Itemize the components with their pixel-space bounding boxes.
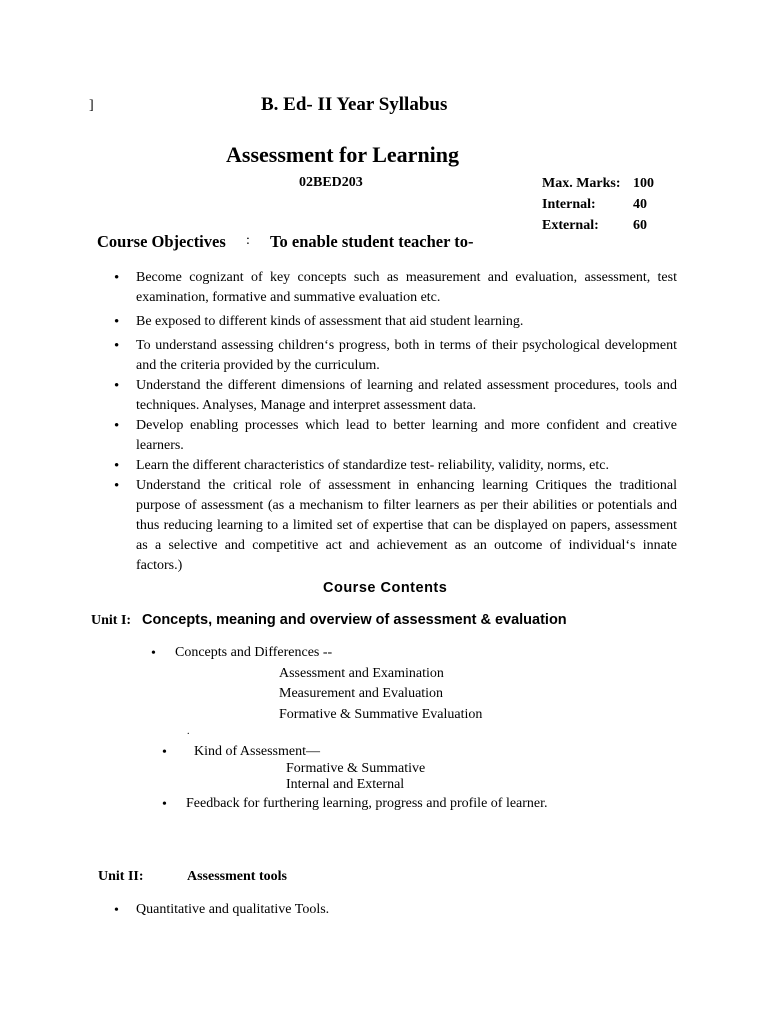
unit2-bullet-tools: Quantitative and qualitative Tools.	[136, 902, 330, 917]
unit2-label: Unit II:	[98, 869, 144, 884]
stray-bracket: ]	[89, 98, 94, 113]
unit1-title: Concepts, meaning and overview of assessment & evaluation	[142, 612, 567, 628]
internal-marks-value: 40	[633, 197, 647, 212]
list-item: • Become cognizant of key concepts such as measurement and evaluation, assessment, test examination, formative and summative evaluation etc.	[111, 268, 677, 308]
unit1-bullet-kinds: Kind of Assessment—	[194, 744, 320, 759]
unit1-bullet-concepts: Concepts and Differences --	[175, 645, 333, 660]
marks-block	[542, 173, 654, 236]
max-marks-row	[542, 173, 654, 194]
list-item: • Understand the different dimensions of learning and related assessment procedures, tools and techniques. Analyses, Manage and interpret assessment data.	[111, 376, 677, 416]
max-marks-value: 100	[633, 176, 654, 191]
list-item: • Understand the critical role of assessment in enhancing learning Critiques the traditional purpose of assessment (as a mechanism to filter learners as per their abilities or potentials and thus reducing learning to a limited set of expertise that can be displayed on papers, assessment as a selective and competitive act and achievement as an outcome of individual‘s innate factors.)	[111, 476, 677, 576]
bullet-glyph: •	[151, 646, 156, 661]
list-item: • To understand assessing children‘s progress, both in terms of their psychological development and the criteria provided by the curriculum.	[111, 336, 677, 376]
external-marks-row	[542, 215, 654, 236]
course-objectives-heading: Course Objectives	[97, 232, 226, 251]
external-marks-label: External:	[542, 218, 599, 233]
syllabus-title: B. Ed- II Year Syllabus	[261, 94, 448, 115]
unit1-sub-item: Formative & Summative Evaluation	[279, 707, 483, 722]
unit2-title: Assessment tools	[187, 869, 287, 884]
unit1-sub-item: Assessment and Examination	[279, 666, 444, 681]
internal-marks-label: Internal:	[542, 197, 596, 212]
course-title: Assessment for Learning	[226, 142, 460, 167]
unit1-label: Unit I:	[91, 613, 132, 628]
bullet-glyph: •	[114, 903, 119, 918]
objectives-colon: :	[246, 233, 250, 248]
unit1-bullet-feedback: Feedback for furthering learning, progress and profile of learner.	[186, 796, 548, 811]
max-marks-label: Max. Marks:	[542, 176, 621, 191]
objectives-list	[111, 268, 677, 576]
list-item: • Develop enabling processes which lead to better learning and more confident and creative learners.	[111, 416, 677, 456]
bullet-glyph: •	[162, 745, 167, 760]
objectives-lead: To enable student teacher to-	[270, 232, 474, 251]
bullet-glyph: •	[162, 797, 167, 812]
course-code: 02BED203	[299, 175, 363, 190]
unit1-sub-item: Measurement and Evaluation	[279, 686, 444, 701]
external-marks-value: 60	[633, 218, 647, 233]
list-item: • Be exposed to different kinds of assessment that aid student learning.	[111, 312, 677, 332]
unit1-sub-item: Internal and External	[286, 777, 405, 792]
stray-dot: .	[187, 726, 190, 737]
course-contents-heading: Course Contents	[323, 580, 448, 596]
internal-marks-row	[542, 194, 654, 215]
list-item: • Learn the different characteristics of standardize test- reliability, validity, norms, etc.	[111, 456, 677, 476]
unit1-sub-item: Formative & Summative	[286, 761, 426, 776]
